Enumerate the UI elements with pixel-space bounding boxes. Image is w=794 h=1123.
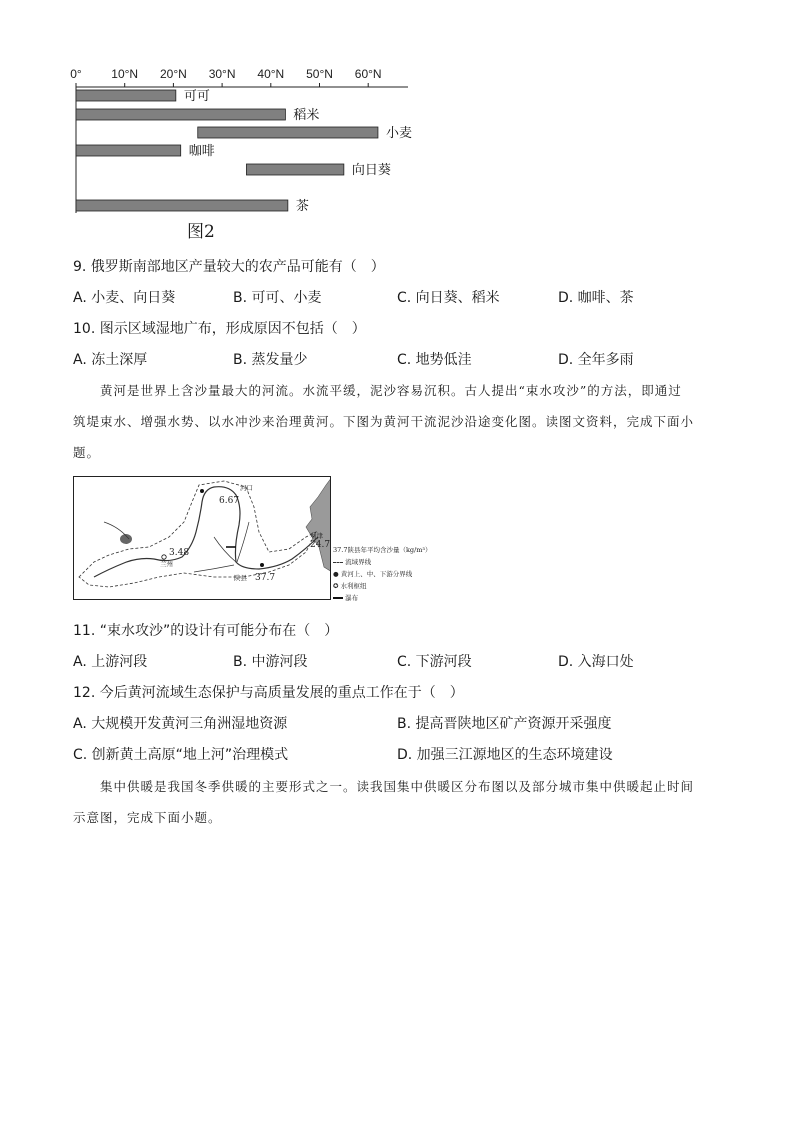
question-12-option-d[interactable]: D. 加强三江源地区的生态环境建设 bbox=[397, 747, 613, 763]
x-tick-label: 40°N bbox=[257, 67, 285, 81]
bar-label: 稻米 bbox=[293, 108, 320, 123]
question-10-stem: 10. 图示区域湿地广布，形成原因不包括（ ） bbox=[73, 321, 366, 337]
question-12-option-b[interactable]: B. 提高晋陕地区矿产资源开采强度 bbox=[397, 716, 612, 732]
map-label-lijin: 利津 bbox=[310, 532, 323, 540]
dam-icon: ✪ bbox=[333, 582, 339, 590]
question-11-option-c[interactable]: C. 下游河段 bbox=[397, 654, 472, 670]
map-label-3-48: 3.48 bbox=[169, 548, 190, 558]
sea-area bbox=[306, 477, 331, 572]
map-legend-title: 37.7陕县年平均含沙量（kg/m³） bbox=[333, 546, 432, 554]
bar-label: 小麦 bbox=[385, 126, 412, 141]
x-tick-label: 0° bbox=[70, 67, 82, 81]
question-10-option-b[interactable]: B. 蒸发量少 bbox=[233, 352, 308, 368]
bar-3 bbox=[76, 145, 181, 156]
map-label-hekou: 河口 bbox=[240, 484, 253, 492]
bar-1 bbox=[76, 109, 285, 120]
heating-passage-line-2: 示意图，完成下面小题。 bbox=[73, 810, 222, 825]
passage-line-1: 黄河是世界上含沙量最大的河流。水流平缓，泥沙容易沉积。古人提出“束水攻沙”的方法，即通过 bbox=[100, 383, 682, 398]
x-tick-label: 60°N bbox=[354, 67, 382, 81]
bar-label: 咖啡 bbox=[188, 144, 215, 159]
question-9-stem: 9. 俄罗斯南部地区产量较大的农产品可能有（ ） bbox=[73, 259, 385, 275]
question-11-option-d[interactable]: D. 入海口处 bbox=[558, 654, 634, 670]
bar-label: 可可 bbox=[183, 89, 210, 104]
legend-divide-text: 黄河上、中、下游分界线 bbox=[340, 570, 413, 578]
bar-4 bbox=[246, 164, 343, 175]
question-9-option-d[interactable]: D. 咖啡、茶 bbox=[558, 290, 634, 306]
question-9-option-c[interactable]: C. 向日葵、稻米 bbox=[397, 290, 500, 306]
yellow-river-map bbox=[73, 476, 331, 600]
division-point-upper bbox=[200, 489, 204, 493]
question-10-option-c[interactable]: C. 地势低洼 bbox=[397, 352, 472, 368]
question-11-option-b[interactable]: B. 中游河段 bbox=[233, 654, 308, 670]
heating-passage-line-1: 集中供暖是我国冬季供暖的主要形式之一。读我国集中供暖区分布图以及部分城市集中供暖起止时间 bbox=[100, 779, 695, 794]
map-label-lanzhou: 兰州 bbox=[160, 560, 173, 568]
bar-2 bbox=[198, 127, 378, 138]
figure-caption: 图2 bbox=[187, 222, 215, 242]
passage-line-3: 题。 bbox=[73, 445, 101, 460]
division-point-lower bbox=[260, 563, 264, 567]
legend-falls-text: 瀑布 bbox=[345, 594, 359, 602]
map-label-shanxian: 陕县 bbox=[234, 574, 247, 582]
tributary-4 bbox=[194, 565, 234, 572]
bar-0 bbox=[76, 90, 176, 101]
question-12-option-a[interactable]: A. 大规模开发黄河三角洲湿地资源 bbox=[73, 716, 288, 732]
map-legend-boundary bbox=[333, 557, 371, 566]
map-label-24-7: 24.7 bbox=[310, 540, 331, 550]
map-legend-falls bbox=[333, 593, 358, 602]
bar-5 bbox=[76, 200, 288, 211]
x-tick-label: 20°N bbox=[159, 67, 187, 81]
question-9-option-a[interactable]: A. 小麦、向日葵 bbox=[73, 290, 176, 306]
legend-boundary-text: 流域界线 bbox=[345, 558, 372, 566]
watershed-boundary bbox=[79, 481, 316, 587]
map-label-6-67: 6.67 bbox=[219, 496, 240, 506]
dot-icon: ● bbox=[333, 570, 339, 578]
question-11-option-a[interactable]: A. 上游河段 bbox=[73, 654, 148, 670]
passage-line-2: 筑堤束水、增强水势、以水冲沙来治理黄河。下图为黄河干流泥沙沿途变化图。读图文资料，完成下面小 bbox=[73, 414, 695, 429]
latitude-bar-chart bbox=[0, 0, 794, 250]
bar-label: 茶 bbox=[295, 199, 309, 214]
question-10-option-d[interactable]: D. 全年多雨 bbox=[558, 352, 634, 368]
question-9-option-b[interactable]: B. 可可、小麦 bbox=[233, 290, 322, 306]
map-label-37-7: 37.7 bbox=[255, 573, 276, 583]
yellow-river-line bbox=[94, 487, 318, 577]
question-11-stem: 11. “束水攻沙”的设计有可能分布在（ ） bbox=[73, 623, 339, 639]
legend-dam-text: 水利枢纽 bbox=[340, 582, 367, 590]
map-legend-dam bbox=[333, 581, 367, 590]
dashed-line-icon bbox=[333, 562, 343, 563]
question-10-option-a[interactable]: A. 冻土深厚 bbox=[73, 352, 148, 368]
question-12-option-c[interactable]: C. 创新黄土高原“地上河”治理模式 bbox=[73, 747, 289, 763]
x-tick-label: 50°N bbox=[306, 67, 333, 81]
tributary-2 bbox=[214, 537, 236, 562]
question-12-stem: 12. 今后黄河流域生态保护与高质量发展的重点工作在于（ ） bbox=[73, 685, 464, 701]
map-drawing bbox=[74, 477, 331, 600]
x-tick-label: 10°N bbox=[111, 67, 139, 81]
x-tick-label: 30°N bbox=[208, 67, 236, 81]
map-legend-divide bbox=[333, 569, 412, 578]
bar-label: 向日葵 bbox=[351, 163, 391, 178]
bar-icon bbox=[333, 597, 343, 599]
